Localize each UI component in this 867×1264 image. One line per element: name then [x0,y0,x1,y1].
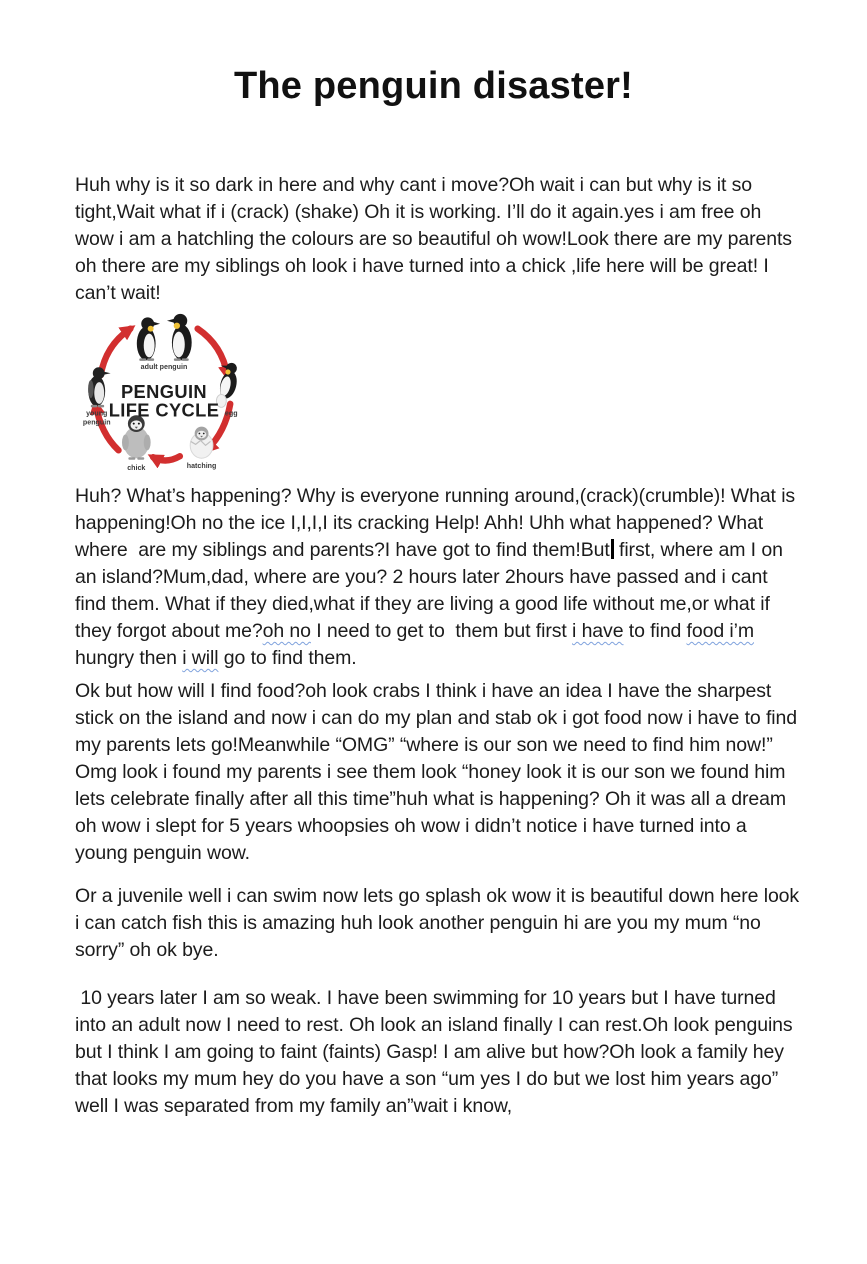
text-line [75,759,792,786]
spellcheck-suggestion[interactable]: i have [572,620,624,642]
text-run: they forgot about me? [75,620,263,642]
text-line [75,840,792,867]
spellcheck-suggestion[interactable]: i will [182,647,219,669]
text-line [75,1066,792,1093]
spellcheck-suggestion[interactable]: food i’m [686,620,754,642]
text-line [75,937,792,964]
text-run: Omg look i found my parents i see them look “honey look it is our son we found him [75,761,786,783]
document-page [0,64,867,1264]
egg-label: egg [224,409,238,418]
document-canvas[interactable] [0,64,800,1120]
text-line [75,591,792,618]
paragraph-finding-food[interactable] [75,678,798,867]
document-title[interactable]: The penguin disaster! [233,65,634,107]
hatching-illustration [190,427,213,459]
text-run: into an adult now I need to rest. Oh look an island finally I can rest.Oh look penguins [75,1014,793,1036]
text-run: Ok but how will I find food?oh look crabs I think i have an idea I have the sharpest [75,680,772,702]
text-run: go to find them. [218,647,357,669]
text-line [75,985,792,1012]
spellcheck-suggestion[interactable]: oh no [262,620,311,642]
text-run: i can catch fish this is amazing huh look another penguin hi are you my mum “no [75,912,761,934]
text-run: well I was separated from my family an”wait i know, [75,1095,513,1117]
text-line [75,483,796,510]
text-run: where are my siblings and parents?I have got to find them!But [75,539,610,561]
text-run: tight,Wait what if i (crack) (shake) Oh it is working. I’ll do it again.yes i am free oh [75,201,762,223]
adult-penguins-illustration [137,314,192,361]
figure-heading-line2: LIFE CYCLE [108,399,220,421]
text-line [75,564,792,591]
text-line [75,732,792,759]
text-run: an island?Mum,dad, where are you? 2 hours later 2hours have passed and i cant [75,566,768,588]
text-line [75,645,792,672]
text-line [75,1012,792,1039]
text-run: hungry then [75,647,183,669]
text-line [75,786,792,813]
paragraph-ice-cracking[interactable] [75,483,796,672]
young-penguin-label-line1: young [86,409,108,418]
young-penguin-illustration [88,367,111,407]
text-line [75,253,792,280]
text-line [75,226,792,253]
text-run: find them. What if they died,what if they are living a good life without me,or what if [75,593,770,615]
text-run: 10 years later I am so weak. I have been swimming for 10 years but I have turned [75,987,776,1009]
paragraph-juvenile[interactable] [75,883,800,964]
hatching-label: hatching [186,462,217,471]
chick-illustration [122,415,151,460]
text-line [75,510,792,537]
paragraph-adult[interactable] [75,985,792,1120]
text-run: young penguin wow. [75,842,250,864]
text-line [75,1039,792,1066]
adult-penguin-label: adult penguin [140,363,188,372]
text-run: my parents lets go!Meanwhile “OMG” “where is our son we need to find him now!” [75,734,773,756]
text-line [75,678,792,705]
text-run: Huh? What’s happening? Why is everyone running around,(crack)(crumble)! What is [75,485,796,507]
paragraph-hatching[interactable] [75,172,792,307]
chick-label: chick [127,464,146,473]
penguin-life-cycle-graphic [75,302,253,480]
text-run: first, where am I on [613,539,783,561]
text-run: wow i am a hatchling the colours are so beautiful oh wow!Look there are my parents [75,228,792,250]
text-run: oh there are my siblings oh look i have turned into a chick ,life here will be great! I [75,255,769,277]
text-run: that looks my mum hey do you have a son “um yes I do but we lost him years ago” [75,1068,779,1090]
text-line [75,883,800,910]
penguin-life-cycle-image[interactable] [75,302,253,480]
text-line [75,705,798,732]
text-run: but I think I am going to faint (faints) Gasp! I am alive but how?Oh look a family hey [75,1041,784,1063]
text-run: Huh why is it so dark in here and why cant i move?Oh wait i can but why is it so [75,174,752,196]
text-run: to find [623,620,687,642]
text-run: happening!Oh no the ice I,I,I,I its cracking Help! Ahh! Uhh what happened? What [75,512,764,534]
text-run: oh wow i slept for 5 years whoopsies oh wow i didn’t notice i have turned into a [75,815,747,837]
text-run: Or a juvenile well i can swim now lets go splash ok wow it is beautiful down here look [75,885,800,907]
text-line [75,537,792,564]
text-line [75,1093,792,1120]
text-line [75,618,792,645]
text-line [75,172,792,199]
text-run: sorry” oh ok bye. [75,939,219,961]
young-penguin-label-line2: penguin [82,418,111,427]
text-line [75,199,792,226]
text-run: lets celebrate finally after all this time”huh what is happening? Oh it was all a dream [75,788,787,810]
figure-heading-line1: PENGUIN [120,380,208,402]
text-run: I need to get to them but first [310,620,573,642]
text-line [75,910,792,937]
text-run: can’t wait! [75,282,161,304]
text-line [75,813,792,840]
text-run: stick on the island and now i can do my plan and stab ok i got food now i have to find [75,707,798,729]
